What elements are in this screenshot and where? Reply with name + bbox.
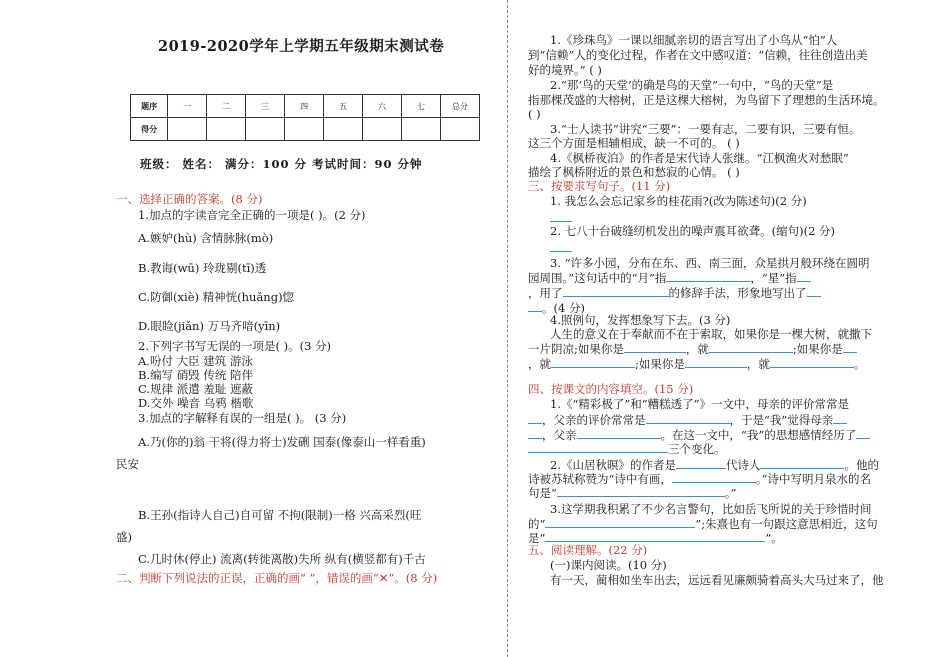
q3-option-c: C.几时休(停止) 流离(转徙离散)失所 纵有(横竖都有)千古 [138, 552, 426, 566]
reading-subheading: (一)课内阅读。(10 分) [550, 558, 667, 572]
judge-4-line2: 描绘了枫桥附近的景色和愁寂的心情。 ( ) [528, 165, 740, 179]
score-cell[interactable] [363, 118, 402, 141]
fill-3-text-a: 的“ [528, 517, 546, 531]
write-4-text-f: ，就 [746, 357, 770, 371]
fill-1-line4 [528, 441, 726, 456]
write-4: 4.照例句，发挥想象写下去。(3 分) [550, 313, 731, 327]
fill-2-line3 [528, 485, 737, 500]
write-3-line3 [528, 285, 821, 300]
blank-effect[interactable] [807, 285, 821, 297]
blank-mother-eval[interactable] [528, 412, 542, 424]
judge-2-line2: 指那棵茂盛的大榕树，正是这棵大榕树，为鸟留下了理想的生活环境。 [528, 93, 885, 107]
score-table-score-row [131, 118, 480, 141]
q3-option-b-line1: B.王孙(指诗人自己)自可留 不拘(限制)一格 兴高采烈(旺 [138, 508, 422, 522]
score-cell[interactable] [324, 118, 363, 141]
fill-3-line1: 3.这学期我积累了不少名言警句，比如岳飞所说的关于珍惜时间 [550, 502, 872, 516]
q1-option-c: C.防御(xiè) 精神恍(huǎng)惚 [138, 290, 295, 304]
score-cell[interactable] [402, 118, 441, 141]
question-1: 1.加点的字读音完全正确的一项是( )。(2 分) [138, 208, 366, 222]
q1-option-d: D.眼睑(jiǎn) 万马齐喑(yīn) [138, 319, 281, 333]
q1-option-b: B.教诲(wū) 玲珑剔(tī)透 [138, 261, 267, 275]
blank-then-2[interactable] [551, 356, 635, 368]
write-4-example-line1: 人生的意义在于奉献而不在于索取，如果你是一棵大树，就撒下 [550, 327, 872, 341]
fill-1-text-e: 三个变化。 [668, 442, 726, 456]
reading-passage-line1: 有一天，蔺相如坐车出去，远远看见廉颇骑着高头大马过来了，他 [550, 573, 884, 587]
section-2-heading: 二、判断下列说法的正误，正确的画“ ”，错误的画“✕”。(8 分) [116, 571, 438, 585]
q2-option-a: A.吩付 大臣 建筑 游泳 [138, 354, 253, 368]
judge-1-line2: 到“信赖”人的变化过程，作者在文中感叹道：“信赖，往往创造出美 [528, 48, 868, 62]
col-header: 一 [168, 95, 207, 118]
fill-2-text-a: 2.《山居秋暝》的作者是 [550, 458, 676, 472]
judge-2-line3: ( ) [528, 107, 541, 121]
write-3-text-a: 园周围。”这句话中的“月”指 [528, 271, 667, 285]
score-cell[interactable] [168, 118, 207, 141]
col-header: 总分 [440, 95, 479, 118]
col-header: 六 [363, 95, 402, 118]
blank-father[interactable] [577, 427, 661, 439]
write-3-line2 [528, 270, 811, 285]
q3-option-a-line2: 民安 [116, 457, 139, 471]
write-2: 2. 七八十台破缝纫机发出的噪声震耳欲聋。(缩句)(2 分) [550, 224, 836, 238]
write-1: 1. 我怎么会忘记家乡的桂花雨?(改为陈述句)(2 分) [550, 194, 807, 208]
q2-option-d: D.交外 噪音 乌鸦 楷歌 [138, 396, 254, 410]
judge-1-line3: 好的境界。” ( ) [528, 63, 602, 77]
fill-2-text-c: 。他的 [844, 458, 879, 472]
blank-mother[interactable] [833, 412, 847, 424]
col-header: 三 [246, 95, 285, 118]
blank-rhetoric[interactable] [563, 285, 669, 297]
fill-3-line2 [528, 516, 878, 531]
blank-if-you-are-3[interactable] [685, 356, 747, 368]
q1-option-a: A.嫉妒(hù) 含情脉脉(mò) [138, 231, 274, 245]
write-3-score: 。(4 分) [542, 301, 585, 315]
question-3: 3.加点的字解释有误的一组是( )。 (3 分) [138, 411, 347, 425]
fill-1-text-d: 。在这一文中，“我”的思想感情经历了 [660, 428, 857, 442]
fill-2-line2 [528, 471, 871, 486]
blank-father-eval[interactable] [646, 412, 730, 424]
exam-info-line: 班级： 姓名： 满分：100 分 考试时间：90 分钟 [140, 157, 423, 171]
score-cell[interactable] [207, 118, 246, 141]
blank-dynasty[interactable] [676, 457, 726, 469]
fill-1-text-a: ，父亲的评价常常是 [542, 413, 646, 427]
write-4-text-d: ，就 [528, 357, 551, 371]
score-cell[interactable] [285, 118, 324, 141]
write-4-text-e: ;如果你是 [635, 357, 685, 371]
blank-stars[interactable] [797, 270, 811, 282]
score-table [130, 94, 480, 141]
blank-mother-cont[interactable] [528, 427, 542, 439]
fill-1-text-b: ，于是“我”觉得母亲 [729, 413, 834, 427]
write-3-text-d: 的修辞手法，形象地写出了 [668, 286, 807, 300]
blank-zhu-xi-quote[interactable] [545, 530, 765, 542]
blank-change[interactable] [856, 427, 870, 439]
score-cell[interactable] [440, 118, 479, 141]
judge-2-line1: 2.“那‘鸟的天堂’的确是鸟的天堂”一句中，“鸟的天堂”是 [550, 78, 834, 92]
fill-1-text-c: ，父亲 [542, 428, 577, 442]
blank-poet[interactable] [760, 457, 844, 469]
question-2: 2.下列字书写无误的一项是( )。(3 分) [138, 339, 332, 353]
q2-option-b: B.编写 硝毁 传统 陪伴 [138, 368, 254, 382]
write-3-text-c: ，用了 [528, 286, 563, 300]
col-header: 七 [402, 95, 441, 118]
blank-if-you-are-1[interactable] [624, 341, 686, 353]
score-cell[interactable] [246, 118, 285, 141]
section-3-heading: 三、按要求写句子。(11 分) [528, 179, 671, 193]
blank-effect-cont[interactable] [528, 300, 542, 312]
q3-option-a-line1: A.乃(你的)翁 干将(得力将士)发硎 国泰(像泰山一样看重) [138, 435, 426, 449]
blank-yue-fei-quote[interactable] [545, 516, 695, 528]
judge-3-line1: 3.“士人读书”讲究“三要”：一要有志，二要有识，三要有恒。 [550, 122, 861, 136]
blank-then-1[interactable] [709, 341, 793, 353]
write-4-text-a: 一片阴凉;如果你是 [528, 342, 624, 356]
column-divider [507, 0, 508, 657]
q2-option-c: C.规律 派遣 羞耻 遮蔽 [138, 382, 254, 396]
blank-if-you-are-2[interactable] [843, 341, 857, 353]
row-label: 得分 [131, 118, 168, 141]
score-table-header-row [131, 95, 480, 118]
fill-2-text-d: 诗被苏轼称赞为“诗中有画， [528, 472, 672, 486]
section-5-heading: 五、阅读理解。(22 分) [528, 543, 648, 557]
blank-su-shi-quote[interactable] [672, 471, 756, 483]
fill-1-line2 [528, 412, 847, 427]
col-header: 五 [324, 95, 363, 118]
fill-1-line3 [528, 427, 870, 442]
fill-3-text-c: 是“ [528, 531, 546, 545]
blank-then-3[interactable] [770, 356, 854, 368]
section-1-heading: 一、选择正确的答案。(8 分) [116, 192, 263, 206]
blank-famous-line[interactable] [557, 485, 725, 497]
row-label: 题序 [131, 95, 168, 118]
section-4-heading: 四、按课文的内容填空。(15 分) [528, 382, 694, 396]
blank-moon[interactable] [666, 270, 750, 282]
write-4-text-c: ;如果你是 [792, 342, 843, 356]
fill-3-text-d: ”。 [765, 531, 783, 545]
write-1-answer[interactable] [550, 210, 572, 225]
judge-1-line1: 1.《珍珠鸟》一课以细腻亲切的语言写出了小鸟从“怕”人 [550, 33, 838, 47]
fill-2-text-e: 。”诗中写明月泉水的名 [755, 472, 872, 486]
write-4-example-line3 [528, 356, 865, 371]
judge-3-line2: 这三个方面是相辅相成，缺一不可的。 ( ) [528, 136, 740, 150]
write-4-text-b: ，就 [685, 342, 709, 356]
fill-1-line1: 1.《“精彩极了”和“糟糕透了”》一文中，母亲的评价常常是 [550, 397, 849, 411]
q3-option-b-line2: 盛) [116, 530, 132, 544]
fill-2-line1 [550, 457, 879, 472]
fill-2-text-f: 句是“ [528, 486, 557, 500]
col-header: 四 [285, 95, 324, 118]
write-3-text-b: ，“星”指 [750, 271, 797, 285]
write-3-line1: 3. “许多小园，分布在东、西、南三面，众星拱月般环绕在圆明 [550, 256, 870, 270]
fill-2-text-g: 。” [724, 486, 737, 500]
page-title: 2019-2020学年上学期五年级期末测试卷 [158, 38, 445, 55]
fill-2-text-b: 代诗人 [725, 458, 761, 472]
write-2-answer[interactable] [550, 240, 572, 255]
judge-4-line1: 4.《枫桥夜泊》的作者是宋代诗人张继。“江枫渔火对愁眠” [550, 151, 849, 165]
blank-change-cont[interactable] [528, 441, 668, 453]
col-header: 二 [207, 95, 246, 118]
write-4-text-g: 。 [853, 357, 866, 371]
write-4-example-line2 [528, 341, 857, 356]
fill-3-text-b: ”;朱熹也有一句跟这意思相近，这句 [695, 517, 878, 531]
